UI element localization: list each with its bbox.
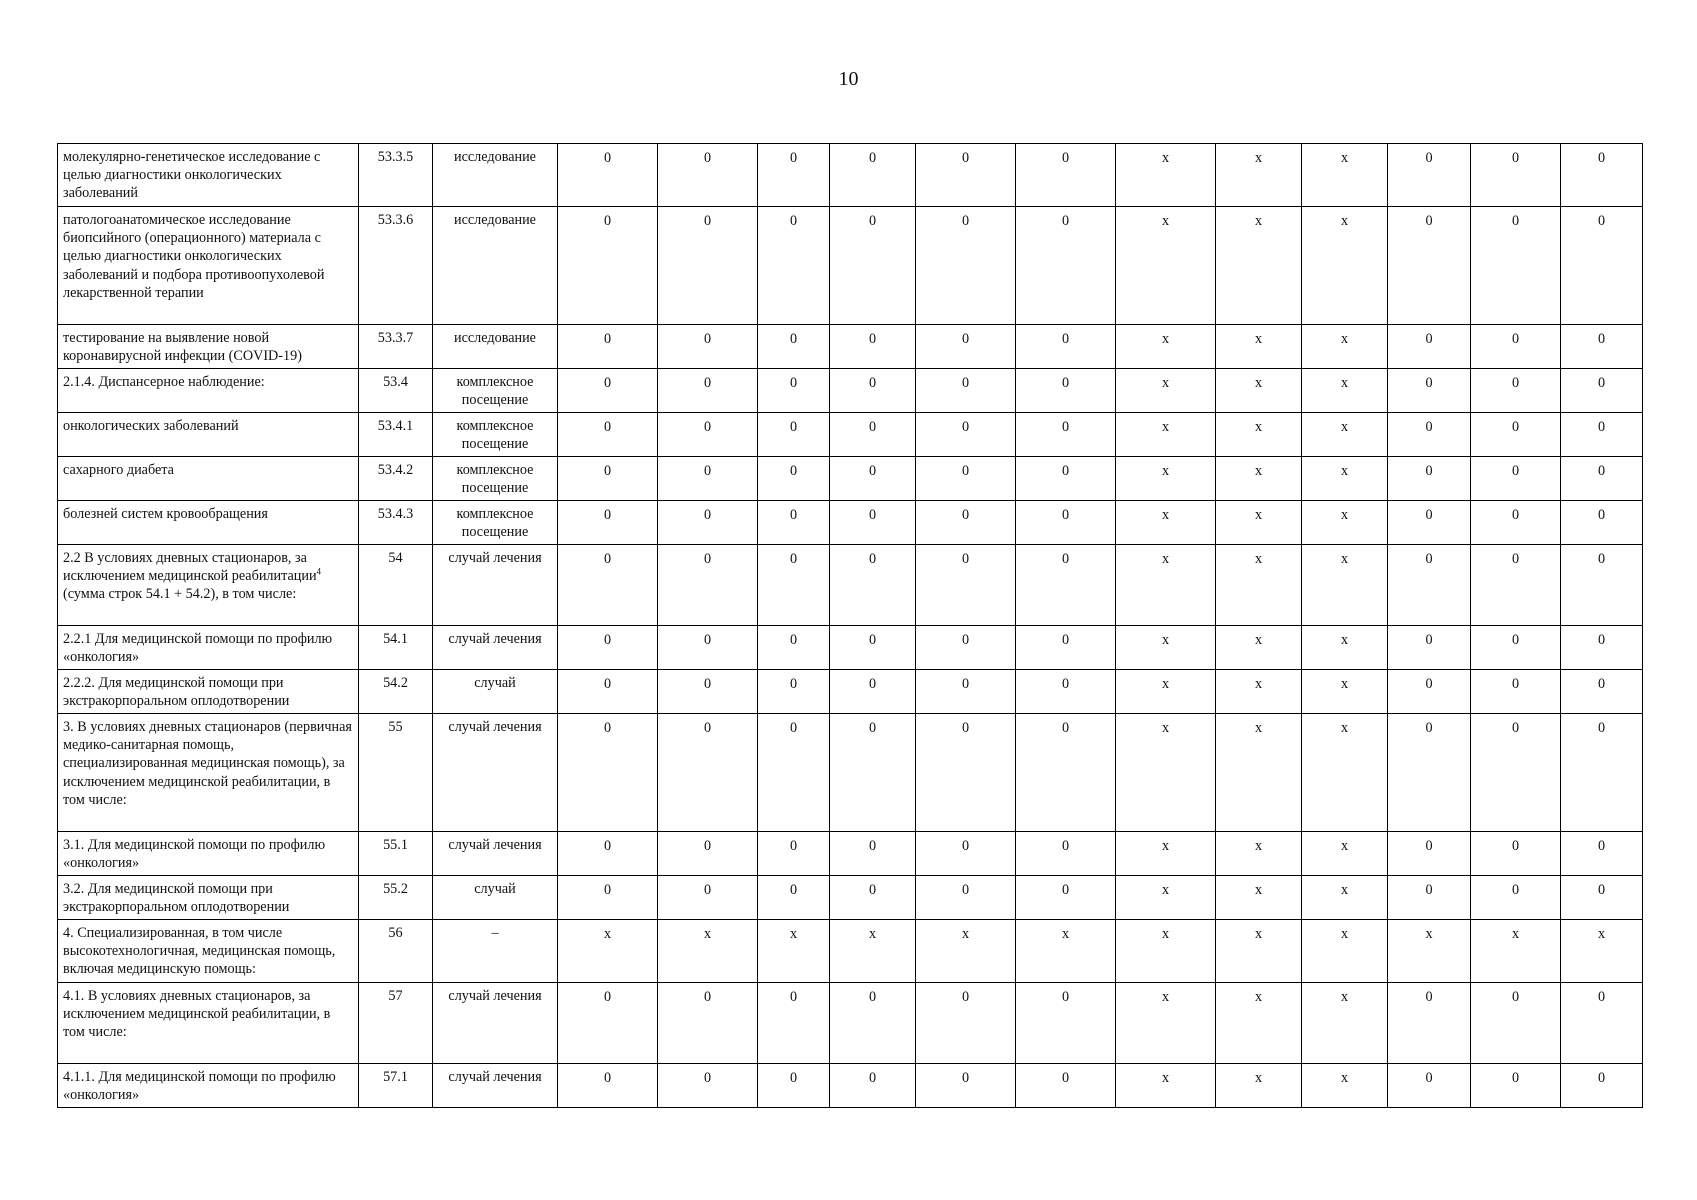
value-cell: х: [1216, 457, 1302, 501]
value-cell: 0: [830, 545, 916, 626]
value-cell: 0: [658, 545, 758, 626]
row-unit: исследование: [433, 144, 558, 207]
row-name: 3.1. Для медицинской помощи по профилю «онкология»: [63, 837, 326, 872]
row-name-cell: [58, 207, 359, 325]
row-name: 3.2. Для медицинской помощи при экстракорпоральном оплодотворении: [63, 881, 290, 916]
value-cell: х: [1216, 670, 1302, 714]
value-cell: 0: [1561, 876, 1643, 920]
value-cell: х: [1116, 832, 1216, 876]
value-cell: 0: [916, 325, 1016, 369]
value-cell: 0: [1016, 1064, 1116, 1108]
value-cell: 0: [758, 144, 830, 207]
value-cell: 0: [830, 457, 916, 501]
row-name-cell: [58, 501, 359, 545]
row-name: молекулярно-генетическое исследование с целью диагностики онкологических заболеваний: [63, 149, 321, 202]
table-row: [58, 626, 1643, 670]
row-name-tail: (сумма строк 54.1 + 54.2), в том числе:: [63, 586, 297, 603]
value-cell: 0: [758, 325, 830, 369]
value-cell: 0: [830, 144, 916, 207]
row-unit: случай: [433, 876, 558, 920]
value-cell: 0: [916, 876, 1016, 920]
value-cell: х: [1116, 920, 1216, 983]
value-cell: 0: [830, 714, 916, 832]
value-cell: 0: [916, 714, 1016, 832]
row-name-cell: [58, 413, 359, 457]
value-cell: 0: [1388, 501, 1471, 545]
row-unit: случай лечения: [433, 626, 558, 670]
value-cell: 0: [916, 413, 1016, 457]
row-unit: комплексное посещение: [433, 369, 558, 413]
value-cell: 0: [1561, 501, 1643, 545]
value-cell: х: [1216, 920, 1302, 983]
row-name: 2.2.1 Для медицинской помощи по профилю «онкология»: [63, 631, 333, 666]
value-cell: 0: [916, 545, 1016, 626]
table-row: [58, 457, 1643, 501]
value-cell: 0: [558, 325, 658, 369]
value-cell: х: [1216, 413, 1302, 457]
row-unit: комплексное посещение: [433, 457, 558, 501]
value-cell: 0: [658, 369, 758, 413]
value-cell: 0: [758, 545, 830, 626]
row-code: 53.4.3: [359, 501, 433, 545]
value-cell: 0: [758, 501, 830, 545]
value-cell: 0: [658, 413, 758, 457]
value-cell: 0: [916, 144, 1016, 207]
value-cell: 0: [1471, 832, 1561, 876]
value-cell: 0: [558, 457, 658, 501]
value-cell: 0: [1016, 626, 1116, 670]
value-cell: 0: [830, 369, 916, 413]
row-unit: исследование: [433, 207, 558, 325]
value-cell: х: [1216, 369, 1302, 413]
value-cell: х: [1216, 144, 1302, 207]
value-cell: х: [1116, 325, 1216, 369]
value-cell: х: [1302, 1064, 1388, 1108]
row-code: 53.4.1: [359, 413, 433, 457]
value-cell: 0: [1016, 144, 1116, 207]
value-cell: 0: [1471, 626, 1561, 670]
value-cell: 0: [1388, 626, 1471, 670]
value-cell: х: [758, 920, 830, 983]
value-cell: х: [1302, 714, 1388, 832]
row-code: 54.1: [359, 626, 433, 670]
table-row: [58, 144, 1643, 207]
row-unit: случай лечения: [433, 832, 558, 876]
value-cell: 0: [1016, 501, 1116, 545]
value-cell: 0: [758, 670, 830, 714]
row-code: 53.4.2: [359, 457, 433, 501]
value-cell: 0: [830, 207, 916, 325]
value-cell: 0: [1471, 670, 1561, 714]
value-cell: 0: [758, 207, 830, 325]
table-row: [58, 983, 1643, 1064]
value-cell: х: [1116, 207, 1216, 325]
value-cell: 0: [830, 626, 916, 670]
value-cell: 0: [758, 876, 830, 920]
table-row: [58, 832, 1643, 876]
row-code: 55: [359, 714, 433, 832]
value-cell: 0: [1561, 545, 1643, 626]
row-code: 53.3.5: [359, 144, 433, 207]
value-cell: 0: [1471, 144, 1561, 207]
row-name-cell: [58, 369, 359, 413]
value-cell: 0: [916, 207, 1016, 325]
value-cell: 0: [916, 369, 1016, 413]
value-cell: 0: [1561, 626, 1643, 670]
row-unit: случай лечения: [433, 1064, 558, 1108]
row-name-cell: [58, 1064, 359, 1108]
value-cell: х: [1116, 413, 1216, 457]
value-cell: 0: [1561, 207, 1643, 325]
value-cell: х: [1116, 670, 1216, 714]
value-cell: х: [1216, 325, 1302, 369]
value-cell: 0: [658, 670, 758, 714]
value-cell: х: [1471, 920, 1561, 983]
value-cell: 0: [1471, 876, 1561, 920]
row-unit: случай лечения: [433, 714, 558, 832]
value-cell: х: [1302, 501, 1388, 545]
row-code: 55.1: [359, 832, 433, 876]
value-cell: х: [1216, 983, 1302, 1064]
value-cell: 0: [558, 1064, 658, 1108]
value-cell: х: [1302, 876, 1388, 920]
value-cell: 0: [758, 983, 830, 1064]
value-cell: 0: [758, 714, 830, 832]
value-cell: 0: [658, 207, 758, 325]
value-cell: х: [1116, 501, 1216, 545]
row-name-cell: [58, 714, 359, 832]
value-cell: 0: [758, 626, 830, 670]
value-cell: 0: [1471, 325, 1561, 369]
row-name-cell: [58, 545, 359, 626]
value-cell: 0: [1561, 413, 1643, 457]
value-cell: х: [1216, 1064, 1302, 1108]
value-cell: х: [1302, 369, 1388, 413]
row-unit: случай лечения: [433, 545, 558, 626]
value-cell: 0: [1471, 207, 1561, 325]
value-cell: х: [1216, 876, 1302, 920]
row-code: 53.4: [359, 369, 433, 413]
value-cell: х: [1116, 144, 1216, 207]
value-cell: 0: [1016, 325, 1116, 369]
row-name: патологоанатомическое исследование биопсийного (операционного) материала с целью диагностики онкологических заболеваний и подбора противоопухолевой лекарственной терапии: [63, 212, 325, 301]
value-cell: 0: [1471, 501, 1561, 545]
table-row: [58, 876, 1643, 920]
table-row: [58, 1064, 1643, 1108]
value-cell: 0: [558, 714, 658, 832]
value-cell: х: [1302, 626, 1388, 670]
table-row: [58, 545, 1643, 626]
row-unit: комплексное посещение: [433, 413, 558, 457]
value-cell: х: [1116, 457, 1216, 501]
value-cell: 0: [1471, 413, 1561, 457]
value-cell: 0: [1388, 369, 1471, 413]
value-cell: х: [1302, 457, 1388, 501]
value-cell: 0: [558, 369, 658, 413]
table-row: [58, 670, 1643, 714]
value-cell: х: [1302, 325, 1388, 369]
value-cell: 0: [916, 983, 1016, 1064]
value-cell: 0: [1388, 983, 1471, 1064]
row-name-cell: [58, 832, 359, 876]
value-cell: 0: [830, 325, 916, 369]
row-name: 4.1. В условиях дневных стационаров, за исключением медицинской реабилитации, в том числе:: [63, 988, 331, 1041]
table-row: [58, 714, 1643, 832]
row-code: 53.3.7: [359, 325, 433, 369]
value-cell: 0: [1561, 983, 1643, 1064]
value-cell: х: [1302, 207, 1388, 325]
row-name-cell: [58, 670, 359, 714]
row-code: 57.1: [359, 1064, 433, 1108]
value-cell: 0: [1016, 369, 1116, 413]
value-cell: х: [1216, 832, 1302, 876]
value-cell: 0: [1016, 413, 1116, 457]
table-row: [58, 920, 1643, 983]
value-cell: 0: [558, 670, 658, 714]
value-cell: х: [1216, 714, 1302, 832]
row-code: 54.2: [359, 670, 433, 714]
value-cell: х: [1116, 1064, 1216, 1108]
value-cell: 0: [1016, 207, 1116, 325]
row-name-cell: [58, 920, 359, 983]
value-cell: 0: [1388, 545, 1471, 626]
table-row: [58, 413, 1643, 457]
value-cell: 0: [558, 626, 658, 670]
value-cell: 0: [1471, 457, 1561, 501]
value-cell: 0: [916, 626, 1016, 670]
value-cell: х: [658, 920, 758, 983]
value-cell: х: [1302, 920, 1388, 983]
row-name-cell: [58, 325, 359, 369]
row-code: 56: [359, 920, 433, 983]
value-cell: х: [558, 920, 658, 983]
value-cell: 0: [1388, 457, 1471, 501]
value-cell: 0: [1388, 325, 1471, 369]
value-cell: 0: [758, 413, 830, 457]
value-cell: х: [1302, 413, 1388, 457]
value-cell: 0: [916, 832, 1016, 876]
row-name: 4.1.1. Для медицинской помощи по профилю «онкология»: [63, 1069, 336, 1104]
value-cell: 0: [1561, 1064, 1643, 1108]
value-cell: 0: [558, 207, 658, 325]
row-name: 2.2 В условиях дневных стационаров, за исключением медицинской реабилитации: [63, 550, 317, 585]
row-name-cell: [58, 983, 359, 1064]
value-cell: 0: [558, 501, 658, 545]
value-cell: 0: [830, 832, 916, 876]
row-name: 2.1.4. Диспансерное наблюдение:: [63, 374, 265, 390]
value-cell: 0: [1561, 832, 1643, 876]
value-cell: 0: [1388, 1064, 1471, 1108]
value-cell: 0: [830, 1064, 916, 1108]
value-cell: 0: [1561, 714, 1643, 832]
table-body: [58, 144, 1643, 1108]
row-unit: исследование: [433, 325, 558, 369]
value-cell: 0: [658, 457, 758, 501]
value-cell: 0: [558, 545, 658, 626]
value-cell: х: [1116, 983, 1216, 1064]
value-cell: 0: [1561, 369, 1643, 413]
value-cell: х: [1561, 920, 1643, 983]
row-code: 57: [359, 983, 433, 1064]
value-cell: 0: [658, 832, 758, 876]
value-cell: 0: [916, 501, 1016, 545]
row-name: болезней систем кровообращения: [63, 506, 268, 522]
value-cell: 0: [830, 876, 916, 920]
value-cell: х: [1302, 983, 1388, 1064]
row-code: 53.3.6: [359, 207, 433, 325]
value-cell: х: [1302, 832, 1388, 876]
value-cell: 0: [558, 144, 658, 207]
value-cell: 0: [1388, 413, 1471, 457]
value-cell: 0: [916, 457, 1016, 501]
row-name: 2.2.2. Для медицинской помощи при экстракорпоральном оплодотворении: [63, 675, 290, 710]
row-name-cell: [58, 144, 359, 207]
value-cell: х: [1116, 369, 1216, 413]
value-cell: 0: [658, 626, 758, 670]
value-cell: 0: [758, 1064, 830, 1108]
value-cell: х: [916, 920, 1016, 983]
value-cell: х: [1216, 207, 1302, 325]
footnote-mark: 4: [316, 566, 322, 577]
value-cell: 0: [658, 501, 758, 545]
row-name-cell: [58, 876, 359, 920]
row-unit: случай: [433, 670, 558, 714]
value-cell: 0: [1016, 670, 1116, 714]
value-cell: х: [1116, 714, 1216, 832]
table-row: [58, 501, 1643, 545]
value-cell: 0: [758, 457, 830, 501]
value-cell: х: [1302, 545, 1388, 626]
row-name: 4. Специализированная, в том числе высокотехнологичная, медицинская помощь, включая медицинскую помощь:: [63, 925, 336, 978]
value-cell: 0: [1471, 714, 1561, 832]
row-unit: –: [433, 920, 558, 983]
value-cell: 0: [558, 983, 658, 1064]
value-cell: 0: [758, 832, 830, 876]
value-cell: 0: [1388, 670, 1471, 714]
value-cell: 0: [1471, 545, 1561, 626]
value-cell: 0: [830, 501, 916, 545]
value-cell: 0: [1561, 325, 1643, 369]
value-cell: 0: [758, 369, 830, 413]
value-cell: 0: [1471, 983, 1561, 1064]
value-cell: 0: [1471, 1064, 1561, 1108]
value-cell: 0: [916, 670, 1016, 714]
value-cell: х: [1116, 626, 1216, 670]
value-cell: 0: [1016, 457, 1116, 501]
row-name: сахарного диабета: [63, 462, 174, 478]
value-cell: 0: [658, 876, 758, 920]
value-cell: х: [1116, 545, 1216, 626]
value-cell: 0: [1016, 832, 1116, 876]
value-cell: 0: [658, 1064, 758, 1108]
value-cell: 0: [658, 325, 758, 369]
value-cell: х: [1016, 920, 1116, 983]
row-name: онкологических заболеваний: [63, 418, 239, 434]
row-code: 55.2: [359, 876, 433, 920]
value-cell: 0: [1561, 144, 1643, 207]
value-cell: 0: [1388, 832, 1471, 876]
value-cell: х: [1216, 626, 1302, 670]
value-cell: 0: [658, 144, 758, 207]
value-cell: 0: [916, 1064, 1016, 1108]
value-cell: х: [1216, 501, 1302, 545]
value-cell: 0: [1016, 876, 1116, 920]
value-cell: 0: [1561, 670, 1643, 714]
value-cell: 0: [1471, 369, 1561, 413]
value-cell: 0: [1388, 144, 1471, 207]
data-table: [57, 143, 1643, 1108]
row-name-cell: [58, 457, 359, 501]
value-cell: 0: [1016, 983, 1116, 1064]
value-cell: х: [1388, 920, 1471, 983]
row-name: 3. В условиях дневных стационаров (первичная медико-санитарная помощь, специализированная медицинская помощь), за исключением медицинской реабилитации, в том числе:: [63, 719, 352, 808]
row-unit: случай лечения: [433, 983, 558, 1064]
value-cell: 0: [558, 832, 658, 876]
value-cell: х: [830, 920, 916, 983]
page-number: 10: [838, 68, 859, 90]
value-cell: 0: [658, 714, 758, 832]
value-cell: 0: [1388, 876, 1471, 920]
value-cell: 0: [1016, 545, 1116, 626]
table-row: [58, 325, 1643, 369]
row-unit: комплексное посещение: [433, 501, 558, 545]
value-cell: 0: [830, 983, 916, 1064]
value-cell: 0: [658, 983, 758, 1064]
row-name-cell: [58, 626, 359, 670]
value-cell: 0: [1388, 714, 1471, 832]
value-cell: 0: [558, 413, 658, 457]
value-cell: 0: [558, 876, 658, 920]
value-cell: 0: [830, 413, 916, 457]
row-code: 54: [359, 545, 433, 626]
table-row: [58, 369, 1643, 413]
value-cell: 0: [1016, 714, 1116, 832]
value-cell: 0: [1388, 207, 1471, 325]
value-cell: х: [1116, 876, 1216, 920]
value-cell: 0: [830, 670, 916, 714]
value-cell: х: [1216, 545, 1302, 626]
value-cell: 0: [1561, 457, 1643, 501]
value-cell: х: [1302, 670, 1388, 714]
row-name: тестирование на выявление новой коронавирусной инфекции (COVID-19): [63, 330, 302, 365]
table-row: [58, 207, 1643, 325]
value-cell: х: [1302, 144, 1388, 207]
